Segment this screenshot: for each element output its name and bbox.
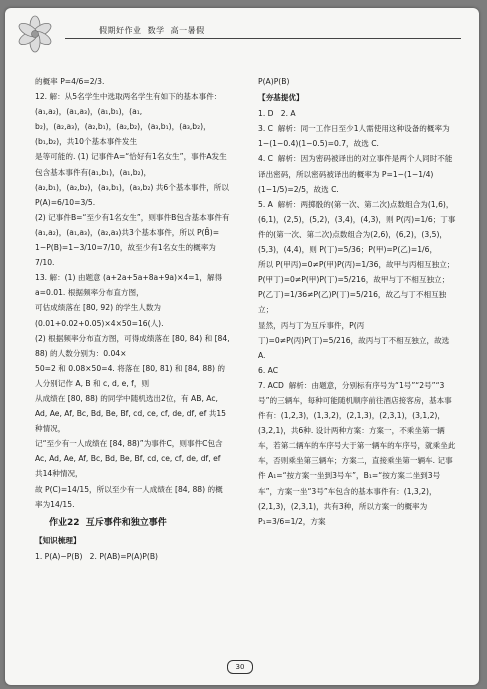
left-column: [35, 74, 233, 564]
text-line: 13. 解：(1) 由题意 (a+2a+5a+8a+9a)×4=1，解得 a=0.01. 根据频率分布直方图，: [35, 273, 225, 298]
header-title: 假期好作业 数学 高一暑假: [99, 26, 205, 35]
text-line: (2) 根据频率分布直方图，可得成绩落在 [80, 84) 和 [84, 88) 的人数分别为：0.04×: [35, 333, 233, 358]
page-header: [5, 8, 479, 64]
text-line: 1−P(B)=1−3/10=7/10，故至少有1名女生的概率为7/10.: [35, 243, 216, 268]
section-subtitle: 【夯基提优】: [258, 93, 304, 103]
header-rule: [65, 38, 461, 39]
section-subtitle: 【知识梳理】: [35, 535, 81, 545]
text-line: 从成绩在 [80, 88) 的同学中随机选出2位，有 AB, Ac, Ad, Ae, Af, Bc, Bd, Be, Bf, cd, ce, cf, de, df, ef 共15种情况，: [35, 393, 227, 434]
text-line: 1. D 2. A: [258, 109, 296, 119]
text-line: 故 P(C)=14/15，所以至少有一人成绩在 [84, 88) 的概率为14/15.: [35, 484, 223, 509]
text-line: 12. 解：从5名学生中选取两名学生有如下的基本事件：(a₁,a₂)，(a₁,a₃)，(a₁,b₁)，(a₁,: [35, 92, 222, 117]
text-line: b₂)，(a₂,a₃)，(a₂,b₁)，(a₂,b₂)，(a₃,b₁)，(a₃,b₂)，(b₁,b₂)，共10个基本事件发生: [35, 122, 211, 147]
text-line: 的概率 P=4/6=2/3.: [35, 77, 105, 86]
text-line: 5. A 解析：两掷骰的(第一次、第二次)点数组合为(1,6)，(6,1)，(2,5)，(5,2)，(3,4)，(4,3)，则 P(丙)=1/6；丁事件的(第一次、第二次)点数组合为(2,6)，(6,2)，(3,5)，(5,3)，(4,4)，则 P(丁)=5/36；P(甲)=P(乙)=1/6，: [258, 199, 456, 255]
workbook-page: [5, 8, 479, 685]
text-line: 可估成绩落在 [80, 92) 的学生人数为 (0.01+0.02+0.05)×4×50=16(人).: [35, 303, 164, 328]
text-line: 6. AC: [258, 365, 279, 375]
flower-logo-icon: [11, 12, 65, 62]
text-line: (a₂,b₁)，(a₂,b₂)，(a₃,b₁)，(a₃,b₂) 共6个基本事件，所以: [35, 182, 229, 192]
right-column: [258, 74, 456, 529]
text-line: 3. C 解析：同一工作日至少1人需使用这种设备的概率为 1−(1−0.4)(1−0.5)=0.7，故选 C.: [258, 124, 453, 149]
text-line: 50=2 和 0.08×50=4. 将落在 [80, 81) 和 [84, 88) 的人分别记作 A, B 和 c, d, e, f，则: [35, 363, 226, 388]
text-line: 4. C 解析：因为密码被译出的对立事件是两个人同时不能译出密码，所以密码被译出的概率为 P=1−(1−1/4)(1−1/5)=2/5，故选 C.: [258, 154, 453, 194]
text-line: 显然，丙与丁为互斥事件，P(丙丁)=0≠P(丙)P(丁)=5/216，故丙与丁不相互独立，故选 A.: [258, 320, 452, 360]
text-line: (2) 记事件B=“至少有1名女生”，则事件B包含基本事件有(a₁,a₂)，(a₁,a₃)，(a₂,a₃)共3个基本事件，所以 P(B̄)=: [35, 212, 230, 237]
page-number: 30: [227, 660, 253, 674]
text-line: 7. ACD 解析：由题意，分别标有序号为“1号”“2号”“3号”的三辆车，每种可能随机顺序前往酒店接客房，基本事件有：(1,2,3)，(1,3,2)，(2,1,3)，(2,3,1)，(3,1,2)，(3,2,1)，共6种. 设计两种方案：方案一，不乘坐第一辆车，若第二辆车的车序号大于第一辆车的车序号，就乘坐此车，否则乘坐第三辆车；方案二，直接乘坐第一辆车. 记事件 A₁=“按方案一坐到3号车”，B₁=“按方案二坐到3号车”，方案一坐“3号”车包含的基本事件有：(1,3,2)，(2,1,3)，(2,3,1)，共有3种，所以方案一的概率为 P₁=3/6=1/2，方案: [258, 380, 456, 526]
text-line: 所以 P(甲丙)=0≠P(甲)P(丙)=1/36，故甲与丙相互独立；P(甲丁)=0≠P(甲)P(丁)=5/216，故甲与丁不相互独立；P(乙丁)=1/36≠P(乙)P(丁)=5/216，故乙与丁不相互独立；: [258, 260, 455, 315]
text-line: 1. P(A)−P(B) 2. P(AB)=P(A)P(B): [35, 551, 159, 561]
text-line: 是等可能的. (1) 记事件A=“恰好有1名女生”，事件A发生包含基本事件有(a₁,b₁)，(a₁,b₂)，: [35, 152, 227, 177]
text-line: 记“至少有一人成绩在 [84, 88)”为事件C，则事件C包含 Ac, Ad, Ae, Af, Bc, Bd, Be, Bf, cd, ce, cf, de, df, ef 共14种情况，: [35, 439, 226, 479]
text-line: P(A)=6/10=3/5.: [35, 197, 96, 207]
text-line: P(A)P(B): [258, 77, 290, 86]
section-title: 作业22 互斥事件和独立事件: [49, 517, 167, 528]
